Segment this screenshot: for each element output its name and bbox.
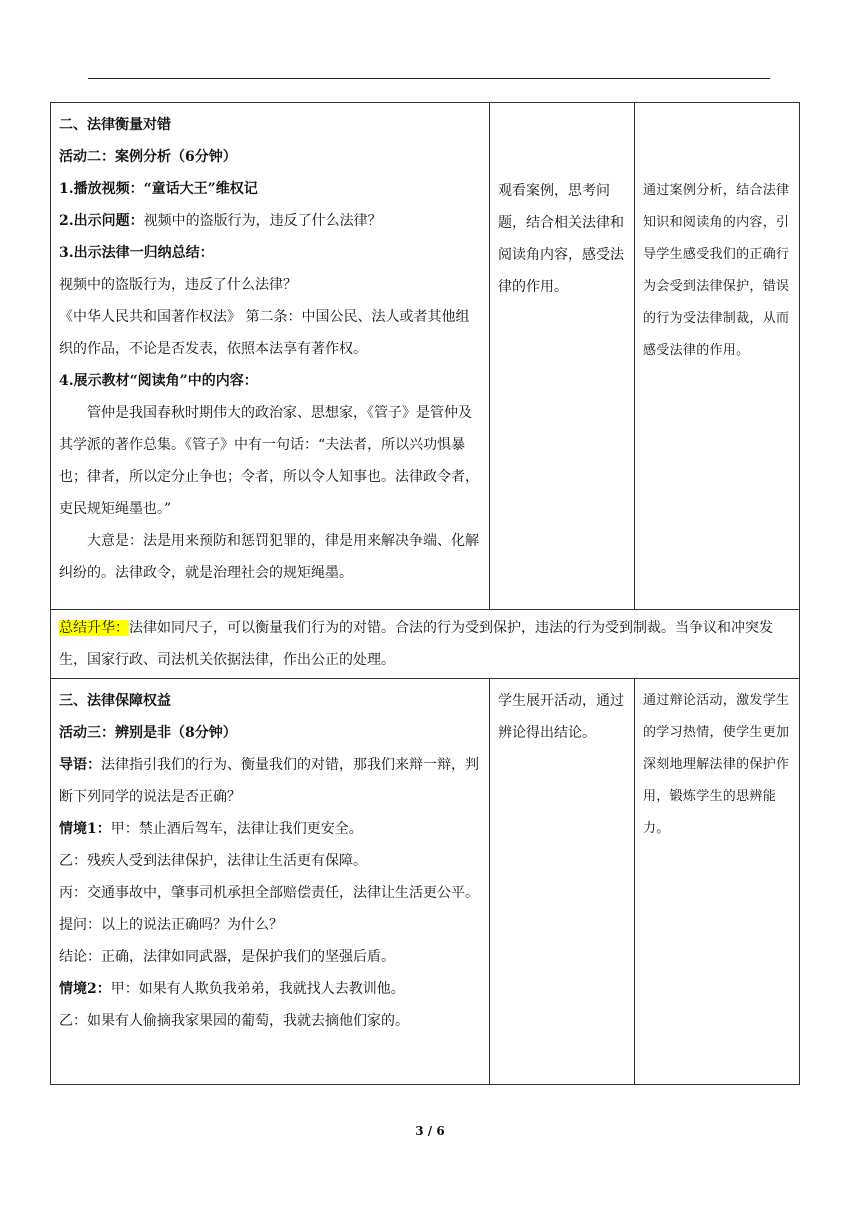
conclusion-text: 结论：正确，法律如同武器，是保护我们的坚强后盾。 <box>59 949 395 965</box>
step-2-label: 2.出示问题： <box>59 213 144 229</box>
step-1: 1.播放视频：“童话大王”维权记 <box>59 181 258 197</box>
scenario-2-label: 情境2： <box>59 981 111 997</box>
student-activity-cell: 观看案例，思考问题，结合相关法律和阅读角内容，感受法律的作用。 <box>490 103 635 610</box>
summary-cell <box>51 610 800 679</box>
page-number: 3 / 6 <box>415 1124 445 1138</box>
scenario-2-a <box>59 973 481 1005</box>
step-3: 3.出示法律一归纳总结： <box>59 245 214 261</box>
law-text: 《中华人民共和国著作权法》 第二条：中国公民、法人或者其他组织的作品，不论是否发表，依照本法享有著作权。 <box>59 309 470 357</box>
reading-paragraph-1: 管仲是我国春秋时期伟大的政治家、思想家，《管子》是管仲及其学派的著作总集。《管子》中有一句话：“夫法者，所以兴功惧暴也；律者，所以定分止争也；令者，所以令人知事也。法律政令者，吏民规矩绳墨也。” <box>59 405 479 517</box>
summary-text: 法律如同尺子，可以衡量我们行为的对错。合法的行为受到保护，违法的行为受到制裁。当争议和冲突发生，国家行政、司法机关依据法律，作出公正的处理。 <box>59 620 773 668</box>
scenario-1-a <box>59 813 481 845</box>
intro <box>59 749 481 813</box>
step-2-text: 视频中的盗版行为，违反了什么法律？ <box>143 213 382 229</box>
step-4: 4.展示教材“阅读角”中的内容： <box>59 373 258 389</box>
section-heading: 二、法律衡量对错 <box>59 117 171 133</box>
question-text: 视频中的盗版行为，违反了什么法律？ <box>59 277 297 293</box>
scenario-1-a-text: 甲：禁止酒后驾车，法律让我们更安全。 <box>110 821 363 837</box>
activity-title: 活动三：辨别是非（8分钟） <box>59 725 237 741</box>
step-2 <box>59 205 481 237</box>
section-heading: 三、法律保障权益 <box>59 693 171 709</box>
reading-paragraph-2: 大意是：法是用来预防和惩罚犯罪的，律是用来解决争端、化解纠纷的。法律政令，就是治理社会的规矩绳墨。 <box>59 533 479 581</box>
scenario-1-label: 情境1： <box>59 821 111 837</box>
table-row <box>51 679 800 1085</box>
lesson-table <box>50 102 800 1085</box>
intro-label: 导语： <box>59 757 101 773</box>
intro-text: 法律指引我们的行为、衡量我们的对错，那我们来辩一辩，判断下列同学的说法是否正确？ <box>59 757 479 805</box>
ask-text: 提问：以上的说法正确吗？为什么？ <box>59 917 283 933</box>
scenario-2-a-text: 甲：如果有人欺负我弟弟，我就找人去教训他。 <box>110 981 405 997</box>
activity-title: 活动二：案例分析（6分钟） <box>59 149 237 165</box>
scenario-1-b: 乙：残疾人受到法律保护，法律让生活更有保障。 <box>59 853 367 869</box>
scenario-1-c: 丙：交通事故中，肇事司机承担全部赔偿责任，法律让生活更公平。 <box>59 885 479 901</box>
scenario-2-b: 乙：如果有人偷摘我家果园的葡萄，我就去摘他们家的。 <box>59 1013 409 1029</box>
table-row <box>51 610 800 679</box>
teacher-activity-cell <box>51 679 490 1085</box>
design-intent-cell: 通过辩论活动，激发学生的学习热情，使学生更加深刻地理解法律的保护作用，锻炼学生的思辨能力。 <box>635 679 800 1085</box>
header-rule <box>88 78 770 79</box>
design-intent-cell: 通过案例分析，结合法律知识和阅读角的内容，引导学生感受我们的正确行为会受到法律保护，错误的行为受法律制裁，从而感受法律的作用。 <box>635 103 800 610</box>
student-activity-cell: 学生展开活动，通过辨论得出结论。 <box>490 679 635 1085</box>
summary-label: 总结升华： <box>59 620 129 636</box>
table-row <box>51 103 800 610</box>
teacher-activity-cell <box>51 103 490 610</box>
